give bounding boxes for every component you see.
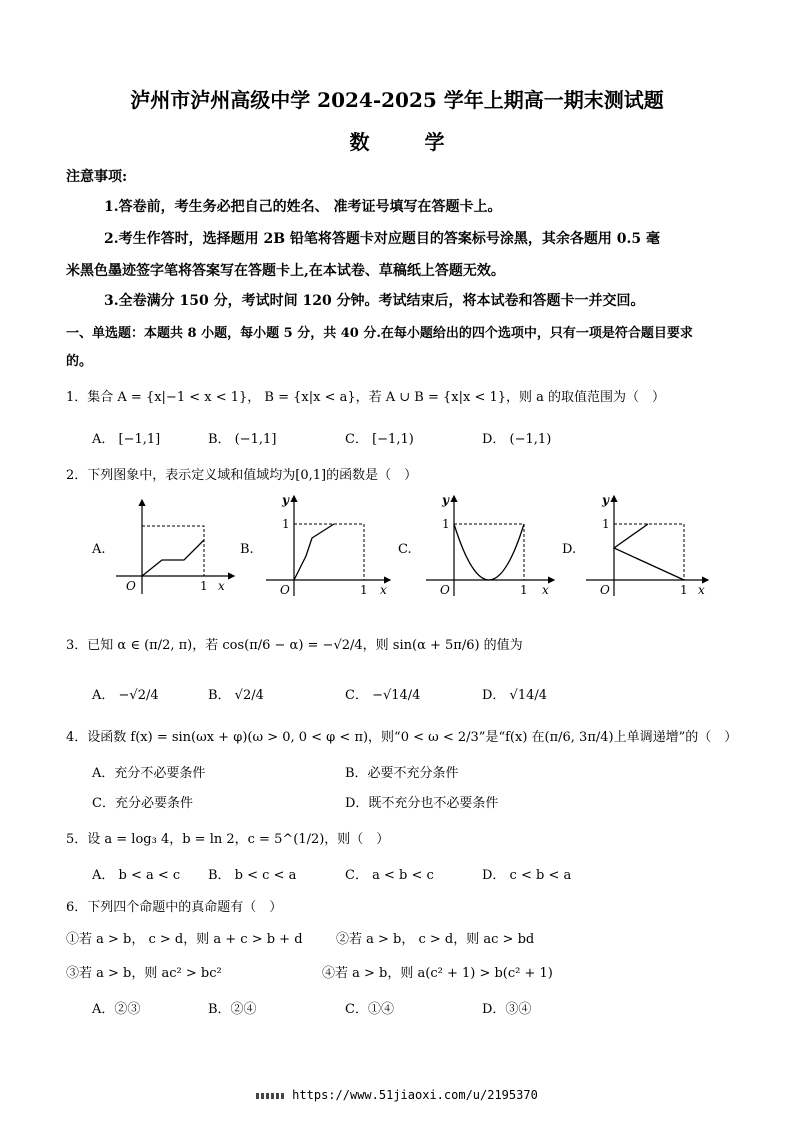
question-2-stem: 2．下列图象中，表示定义域和值域均为[0,1]的函数是（ ） [66, 468, 418, 483]
question-2-graph-d [582, 490, 712, 602]
question-5-option-c: C． a < b < c [345, 868, 434, 883]
notice-item-2-line-2: 米黑色墨迹签字笔将答案写在答题卡上,在本试卷、草稿纸上答题无效。 [66, 263, 505, 279]
question-6-option-d: D．③④ [482, 1002, 532, 1017]
y-axis-label: y [282, 493, 289, 507]
x-axis-label: x [542, 583, 549, 597]
question-4-option-a: A．充分不必要条件 [92, 766, 206, 781]
question-2-graph-a [112, 494, 242, 602]
x-one-label: 1 [520, 583, 528, 597]
question-6-proposition-3: ③若 a > b，则 ac² > bc² [66, 966, 222, 981]
question-2-option-d: D. [562, 542, 577, 557]
question-5-stem: 5．设 a = log₃ 4，b = ln 2，c = 5^(1/2)，则（ ） [66, 832, 390, 847]
question-6-stem: 6．下列四个命题中的真命题有（ ） [66, 900, 283, 915]
question-4-option-c: C．充分必要条件 [92, 796, 193, 811]
x-axis-label: x [218, 579, 225, 593]
question-3-option-d: D． √14/4 [482, 688, 548, 703]
function-curve [454, 524, 524, 580]
y-one-label: 1 [282, 517, 290, 531]
question-3-option-c: C． −√14/4 [345, 688, 421, 703]
question-5-option-d: D． c < b < a [482, 868, 572, 883]
question-2-option-b: B. [240, 542, 254, 557]
question-4-stem: 4．设函数 f(x) = sin(ωx + φ)(ω > 0, 0 < φ < π)，则“0 < ω < 2/3”是“f(x) 在(π/6, 3π/4)上单调递增”的（ ） [66, 730, 738, 745]
question-3-option-b: B． √2/4 [208, 688, 264, 703]
section-heading-line-2: 的。 [66, 354, 93, 369]
question-2-option-c: C. [398, 542, 412, 557]
question-6-option-a: A．②③ [92, 1002, 141, 1017]
origin-label: O [280, 583, 290, 597]
x-axis-label: x [380, 583, 387, 597]
x-one-label: 1 [680, 583, 688, 597]
question-4-option-d: D．既不充分也不必要条件 [345, 796, 499, 811]
y-axis-label: y [602, 493, 609, 507]
y-one-label: 1 [602, 517, 610, 531]
question-6-proposition-2: ②若 a > b， c > d，则 ac > bd [336, 932, 535, 947]
origin-label: O [126, 579, 136, 593]
footer-url[interactable]: https://www.51jiaoxi.com/u/2195370 [292, 1088, 538, 1102]
question-5-option-b: B． b < c < a [208, 868, 297, 883]
origin-label: O [440, 583, 450, 597]
question-3-option-a: A． −√2/4 [92, 688, 159, 703]
question-6-option-c: C．①④ [345, 1002, 394, 1017]
subject-title: 数 学 [349, 130, 469, 154]
y-one-label: 1 [442, 517, 450, 531]
x-one-label: 1 [360, 583, 368, 597]
question-3-stem: 3．已知 α ∈ (π/2, π)，若 cos(π/6 − α) = −√2/4，则 sin(α + 5π/6) 的值为 [66, 638, 523, 653]
question-2-option-a: A. [92, 542, 106, 557]
section-heading-line-1: 一、单选题：本题共 8 小题，每小题 5 分，共 40 分.在每小题给出的四个选项中，只有一项是符合题目要求 [66, 326, 693, 341]
watermark-mark [256, 1093, 286, 1099]
question-6-option-b: B．②④ [208, 1002, 257, 1017]
notice-item-2-line-1: 2.考生作答时，选择题用 2B 铅笔将答题卡对应题目的答案标号涂黑，其余各题用 0.5 毫 [104, 231, 661, 247]
question-1-option-b: B． (−1,1] [208, 432, 277, 447]
relation-curve [614, 524, 684, 580]
x-axis-label: x [698, 583, 705, 597]
question-5-option-a: A． b < a < c [92, 868, 181, 883]
guide-lines [614, 524, 684, 580]
question-1-option-c: C． [−1,1) [345, 432, 414, 447]
x-one-label: 1 [200, 579, 208, 593]
question-2-graph-b [262, 490, 392, 602]
question-6-proposition-4: ④若 a > b，则 a(c² + 1) > b(c² + 1) [322, 966, 553, 981]
question-1-stem: 1．集合 A = {x|−1 < x < 1}， B = {x|x < a}，若 A ∪ B = {x|x < 1}，则 a 的取值范围为（ ） [66, 390, 666, 405]
page-footer [0, 1088, 794, 1102]
question-2-graph-c [420, 490, 560, 602]
question-4-option-b: B．必要不充分条件 [345, 766, 459, 781]
y-axis-label: y [442, 493, 449, 507]
exam-title: 泸州市泸州高级中学 2024-2025 学年上期高一期末测试题 [130, 88, 664, 112]
function-curve [294, 524, 334, 580]
origin-label: O [600, 583, 610, 597]
function-curve [142, 540, 204, 576]
question-1-option-a: A． [−1,1] [92, 432, 161, 447]
question-6-proposition-1: ①若 a > b， c > d，则 a + c > b + d [66, 932, 303, 947]
question-1-option-d: D． (−1,1) [482, 432, 552, 447]
notice-item-1: 1.答卷前，考生务必把自己的姓名、 准考证号填写在答题卡上。 [104, 199, 502, 215]
notice-item-3: 3.全卷满分 150 分，考试时间 120 分钟。考试结束后，将本试卷和答题卡一并交回。 [104, 293, 645, 309]
notice-heading: 注意事项: [66, 169, 128, 185]
guide-lines [294, 524, 364, 580]
